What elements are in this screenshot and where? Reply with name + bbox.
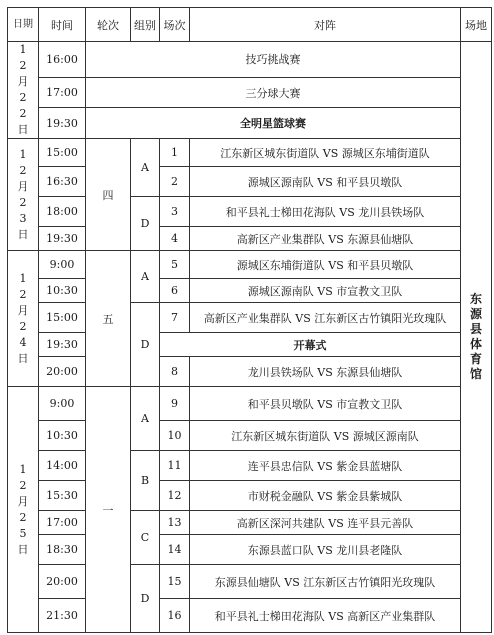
time-cell: 18:30 bbox=[39, 535, 86, 565]
group-cell: D bbox=[131, 303, 160, 387]
time-cell: 16:30 bbox=[39, 167, 86, 197]
table-row bbox=[8, 77, 492, 108]
match-no-cell: 16 bbox=[160, 599, 190, 633]
event-cell: 技巧挑战赛 bbox=[86, 42, 461, 78]
table-row bbox=[8, 511, 492, 535]
event-cell: 三分球大赛 bbox=[86, 77, 461, 108]
matchup-cell: 江东新区城东街道队 VS 源城区源南队 bbox=[190, 421, 461, 451]
table-row bbox=[8, 227, 492, 251]
event-cell: 开幕式 bbox=[160, 333, 461, 357]
round-cell: 五 bbox=[86, 251, 131, 387]
table-row bbox=[8, 481, 492, 511]
event-cell: 全明星篮球赛 bbox=[86, 108, 461, 139]
time-cell: 19:30 bbox=[39, 333, 86, 357]
header-match-no: 场次 bbox=[160, 8, 190, 42]
table-row bbox=[8, 387, 492, 421]
group-cell: A bbox=[131, 387, 160, 451]
matchup-cell: 东源县蓝口队 VS 龙川县老隆队 bbox=[190, 535, 461, 565]
table-row bbox=[8, 303, 492, 333]
time-cell: 15:00 bbox=[39, 139, 86, 167]
matchup-cell: 高新区产业集群队 VS 东源县仙塘队 bbox=[190, 227, 461, 251]
matchup-cell: 源城区东埔街道队 VS 和平县贝墩队 bbox=[190, 251, 461, 279]
match-no-cell: 5 bbox=[160, 251, 190, 279]
match-no-cell: 13 bbox=[160, 511, 190, 535]
matchup-cell: 江东新区城东街道队 VS 源城区东埔街道队 bbox=[190, 139, 461, 167]
match-no-cell: 12 bbox=[160, 481, 190, 511]
header-time: 时间 bbox=[39, 8, 86, 42]
time-cell: 15:30 bbox=[39, 481, 86, 511]
header-date: 日期 bbox=[8, 8, 39, 42]
header-row bbox=[8, 8, 492, 42]
time-cell: 20:00 bbox=[39, 565, 86, 599]
date-cell bbox=[8, 42, 39, 139]
matchup-cell: 高新区深河共建队 VS 连平县元善队 bbox=[190, 511, 461, 535]
date-cell bbox=[8, 251, 39, 387]
time-cell: 17:00 bbox=[39, 77, 86, 108]
table-row bbox=[8, 197, 492, 227]
match-no-cell: 2 bbox=[160, 167, 190, 197]
matchup-cell: 东源县仙塘队 VS 江东新区古竹镇阳光玫瑰队 bbox=[190, 565, 461, 599]
match-no-cell: 11 bbox=[160, 451, 190, 481]
schedule-table bbox=[7, 7, 492, 633]
match-no-cell: 4 bbox=[160, 227, 190, 251]
matchup-cell: 连平县忠信队 VS 紫金县蓝塘队 bbox=[190, 451, 461, 481]
time-cell: 21:30 bbox=[39, 599, 86, 633]
group-cell: C bbox=[131, 511, 160, 565]
venue-cell bbox=[461, 42, 492, 633]
matchup-cell: 龙川县铁场队 VS 东源县仙塘队 bbox=[190, 357, 461, 387]
time-cell: 17:00 bbox=[39, 511, 86, 535]
time-cell: 19:30 bbox=[39, 108, 86, 139]
matchup-cell: 和平县贝墩队 VS 市宣教文卫队 bbox=[190, 387, 461, 421]
match-no-cell: 14 bbox=[160, 535, 190, 565]
header-group: 组别 bbox=[131, 8, 160, 42]
match-no-cell: 10 bbox=[160, 421, 190, 451]
table-row bbox=[8, 251, 492, 279]
table-row bbox=[8, 421, 492, 451]
matchup-cell: 和平县礼士梯田花海队 VS 龙川县铁场队 bbox=[190, 197, 461, 227]
time-cell: 20:00 bbox=[39, 357, 86, 387]
group-cell: D bbox=[131, 565, 160, 633]
group-cell: D bbox=[131, 197, 160, 251]
time-cell: 10:30 bbox=[39, 421, 86, 451]
matchup-cell: 源城区源南队 VS 市宣教文卫队 bbox=[190, 279, 461, 303]
match-no-cell: 9 bbox=[160, 387, 190, 421]
table-row bbox=[8, 599, 492, 633]
table-row bbox=[8, 357, 492, 387]
header-round: 轮次 bbox=[86, 8, 131, 42]
match-no-cell: 6 bbox=[160, 279, 190, 303]
group-cell: B bbox=[131, 451, 160, 511]
matchup-cell: 源城区源南队 VS 和平县贝墩队 bbox=[190, 167, 461, 197]
header-venue: 场地 bbox=[461, 8, 492, 42]
date-text: 1 2 月 2 4 日 bbox=[17, 271, 29, 365]
table-row bbox=[8, 167, 492, 197]
round-cell: 四 bbox=[86, 139, 131, 251]
header-matchup: 对阵 bbox=[190, 8, 461, 42]
date-cell bbox=[8, 387, 39, 633]
group-cell: A bbox=[131, 139, 160, 197]
table-row bbox=[8, 451, 492, 481]
match-no-cell: 1 bbox=[160, 139, 190, 167]
time-cell: 16:00 bbox=[39, 42, 86, 78]
table-row bbox=[8, 333, 492, 357]
venue-text: 东 源 县 体 育 馆 bbox=[469, 292, 482, 381]
time-cell: 9:00 bbox=[39, 387, 86, 421]
matchup-cell: 高新区产业集群队 VS 江东新区古竹镇阳光玫瑰队 bbox=[190, 303, 461, 333]
table-row bbox=[8, 108, 492, 139]
match-no-cell: 8 bbox=[160, 357, 190, 387]
group-cell: A bbox=[131, 251, 160, 303]
time-cell: 10:30 bbox=[39, 279, 86, 303]
time-cell: 18:00 bbox=[39, 197, 86, 227]
date-text: 1 2 月 2 2 日 bbox=[17, 43, 29, 136]
round-cell: 一 bbox=[86, 387, 131, 633]
table-row bbox=[8, 42, 492, 78]
table-row bbox=[8, 565, 492, 599]
match-no-cell: 15 bbox=[160, 565, 190, 599]
matchup-cell: 和平县礼士梯田花海队 VS 高新区产业集群队 bbox=[190, 599, 461, 633]
date-cell bbox=[8, 139, 39, 251]
date-text: 1 2 月 2 3 日 bbox=[17, 147, 29, 241]
table-row bbox=[8, 139, 492, 167]
time-cell: 19:30 bbox=[39, 227, 86, 251]
match-no-cell: 7 bbox=[160, 303, 190, 333]
table-row bbox=[8, 279, 492, 303]
date-text: 1 2 月 2 5 日 bbox=[17, 462, 29, 556]
time-cell: 15:00 bbox=[39, 303, 86, 333]
time-cell: 9:00 bbox=[39, 251, 86, 279]
match-no-cell: 3 bbox=[160, 197, 190, 227]
time-cell: 14:00 bbox=[39, 451, 86, 481]
matchup-cell: 市财税金融队 VS 紫金县紫城队 bbox=[190, 481, 461, 511]
table-row bbox=[8, 535, 492, 565]
